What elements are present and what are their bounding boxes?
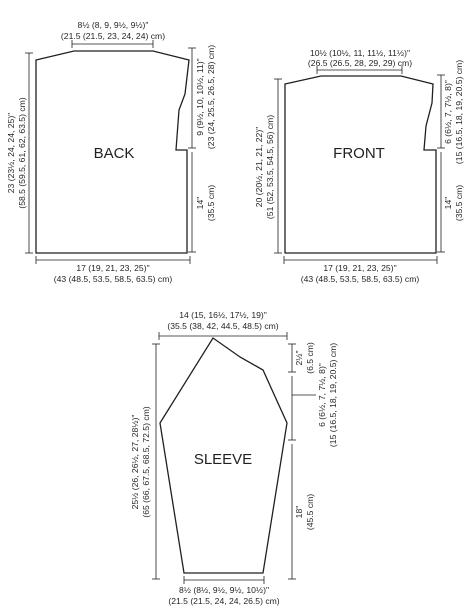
sleeve-cap-depth-cm: (15 (16.5, 18, 19, 20.5) cm) [328, 342, 338, 448]
front-top-width-in: 10½ (10½, 11, 11½, 11½)" [309, 48, 411, 58]
sleeve-underarm-cm: (45.5 cm) [305, 493, 315, 531]
sleeve-cap-top-in: 2½" [294, 350, 304, 366]
back-top-width-cm: (21.5 (21.5, 23, 24, 24) cm) [60, 31, 166, 41]
sleeve-label: SLEEVE [193, 451, 253, 468]
front-side-in: 14" [443, 196, 453, 210]
sleeve-cap-depth-in: 6 (6½, 7, 7½, 8)" [317, 363, 327, 427]
back-bottom-width-in: 17 (19, 21, 23, 25)" [76, 263, 150, 273]
front-side-cm: (35.5 cm) [454, 184, 464, 222]
sleeve-bottom-width-in: 8½ (8½, 9½, 9½, 10½)" [179, 585, 269, 595]
front-armhole-cm: (15 (16.5, 18, 19, 20.5) cm) [454, 59, 464, 165]
sleeve-bottom-width-cm: (21.5 (21.5, 24, 24, 26.5) cm) [168, 596, 280, 606]
back-label: BACK [93, 145, 135, 162]
sleeve-length-in: 25½ (26, 26½, 27, 28½)" [130, 414, 140, 510]
sleeve-top-width-cm: (35.5 (38, 42, 44.5, 48.5) cm) [167, 321, 279, 331]
sleeve-underarm-in: 18" [294, 505, 304, 519]
front-bottom-width-cm: (43 (48.5, 53.5, 58.5, 63.5) cm) [300, 274, 420, 284]
front-bottom-width-in: 17 (19, 21, 23, 25)" [323, 263, 397, 273]
back-armhole-cm: (23 (24, 25.5, 26.5, 28) cm) [206, 44, 216, 150]
sleeve-piece [130, 310, 338, 606]
front-armhole-in: 6 (6½, 7, 7½, 8)" [443, 80, 453, 144]
back-bottom-width-cm: (43 (48.5, 53.5, 58.5, 63.5) cm) [53, 274, 173, 284]
sleeve-length-cm: (65 (66, 67.5, 68.5, 72.5) cm) [141, 406, 151, 518]
back-side-cm: (35.5 cm) [206, 184, 216, 222]
back-length-cm: (58.5 (59.5, 61, 62, 63.5) cm) [17, 97, 27, 209]
back-side-in: 14" [195, 196, 205, 210]
back-armhole-in: 9 (9½, 10, 10½, 11)" [195, 58, 205, 136]
front-length-cm: (51 (52, 53.5, 54.5, 56) cm) [265, 114, 275, 220]
front-piece [254, 48, 464, 284]
front-outline [285, 76, 436, 253]
back-piece [6, 20, 216, 284]
sleeve-top-width-in: 14 (15, 16½, 17½, 19)" [179, 310, 267, 320]
back-length-in: 23 (23½, 24, 24, 25)" [6, 112, 16, 194]
front-top-width-cm: (26.5 (26.5, 28, 29, 29) cm) [307, 58, 413, 68]
back-top-width-in: 8½ (8, 9, 9½, 9½)" [77, 20, 149, 30]
sleeve-cap-top-cm: (6.5 cm) [305, 342, 315, 374]
front-label: FRONT [333, 145, 385, 162]
front-length-in: 20 (20½, 21, 21, 22)" [254, 126, 264, 208]
